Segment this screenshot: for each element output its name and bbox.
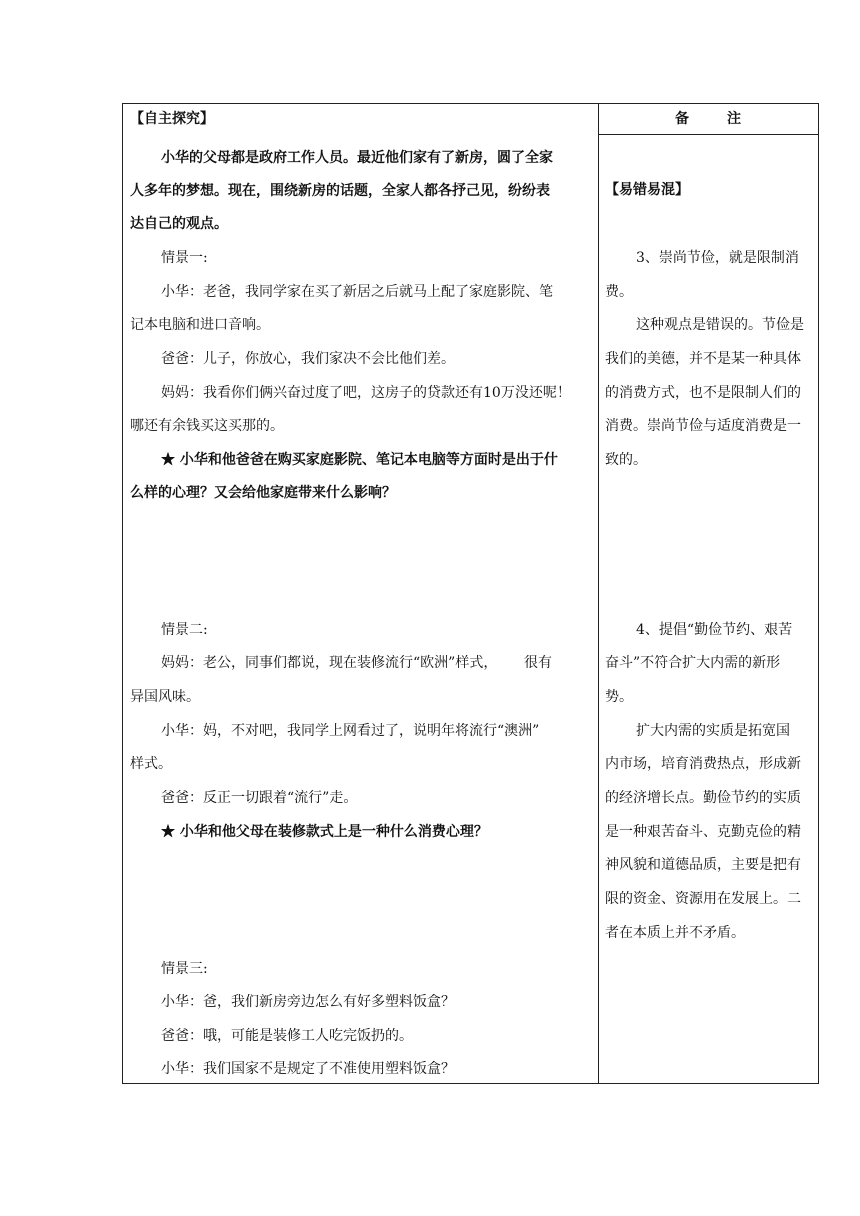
item3-body: 的消费方式，也不是限制人们的 xyxy=(605,385,801,401)
notes-header-left: 备 xyxy=(675,111,691,127)
scene2-question: ★ 小华和他父母在装修款式上是一种什么消费心理？ xyxy=(161,824,488,840)
scene2-line: 妈妈：老公，同事们都说，现在装修流行“欧洲”样式， 很有 xyxy=(161,655,553,671)
intro-line: 人多年的梦想。现在，围绕新房的话题，全家人都各抒己见，纷纷表 xyxy=(130,183,550,199)
column-divider xyxy=(598,103,599,1084)
scene3-title: 情景三: xyxy=(161,961,208,977)
item3-title: 费。 xyxy=(605,284,633,300)
item4-body: 者在本质上并不矛盾。 xyxy=(605,925,745,941)
scene1-line: 妈妈：我看你们俩兴奋过度了吧，这房子的贷款还有10万没还呢！ xyxy=(161,385,571,401)
item4-body: 神风貌和道德品质，主要是把有 xyxy=(605,857,801,873)
scene1-title: 情景一: xyxy=(161,250,208,266)
scene1-line: 记本电脑和进口音响。 xyxy=(130,317,270,333)
item3-body: 我们的美德，并不是某一种具体 xyxy=(605,351,801,367)
scene2-line: 样式。 xyxy=(130,756,172,772)
scene1-question: ★ 小华和他爸爸在购买家庭影院、笔记本电脑等方面时是出于什 xyxy=(161,452,558,468)
section-title-mistakes: 【易错易混】 xyxy=(605,182,689,198)
notes-header xyxy=(599,108,819,128)
scene3-line: 小华：我们国家不是规定了不准使用塑料饭盒？ xyxy=(161,1061,455,1077)
item4-body: 的经济增长点。勤俭节约的实质 xyxy=(605,790,801,806)
item4-title: 4、提倡“勤俭节约、艰苦 xyxy=(636,622,793,638)
item4-body: 扩大内需的实质是拓宽国 xyxy=(636,723,790,739)
notes-header-right: 注 xyxy=(727,111,743,127)
intro-line: 小华的父母都是政府工作人员。最近他们家有了新房，圆了全家 xyxy=(161,150,553,166)
item3-body: 致的。 xyxy=(605,452,647,468)
item3-title: 3、崇尚节俭，就是限制消 xyxy=(636,250,799,266)
item3-body: 这种观点是错误的。节俭是 xyxy=(636,317,804,333)
scene2-line: 小华：妈，不对吧，我同学上网看过了，说明年将流行“澳洲” xyxy=(161,723,540,739)
scene1-line: 爸爸：儿子，你放心，我们家决不会比他们差。 xyxy=(161,351,455,367)
intro-line: 达自己的观点。 xyxy=(130,216,228,232)
scene1-line: 小华：老爸，我同学家在买了新居之后就马上配了家庭影院、笔 xyxy=(161,284,553,300)
item4-title: 奋斗”不符合扩大内需的新形 xyxy=(605,655,781,671)
header-divider xyxy=(598,134,819,135)
item3-body: 消费。崇尚节俭与适度消费是一 xyxy=(605,418,801,434)
item4-body: 限的资金、资源用在发展上。二 xyxy=(605,891,801,907)
scene3-line: 小华：爸，我们新房旁边怎么有好多塑料饭盒？ xyxy=(161,994,455,1010)
scene1-line: 哪还有余钱买这买那的。 xyxy=(130,418,284,434)
scene2-line: 异国风味。 xyxy=(130,689,200,705)
item4-title: 势。 xyxy=(605,689,633,705)
item4-body: 内市场，培育消费热点，形成新 xyxy=(605,756,801,772)
section-title-explore: 【自主探究】 xyxy=(130,111,214,127)
scene3-line: 爸爸：哦，可能是装修工人吃完饭扔的。 xyxy=(161,1028,413,1044)
scene2-line: 爸爸：反正一切跟着“流行”走。 xyxy=(161,790,358,806)
scene2-title: 情景二: xyxy=(161,622,208,638)
item4-body: 是一种艰苦奋斗、克勤克俭的精 xyxy=(605,824,801,840)
scene1-question: 么样的心理？又会给他家庭带来什么影响？ xyxy=(130,485,396,501)
